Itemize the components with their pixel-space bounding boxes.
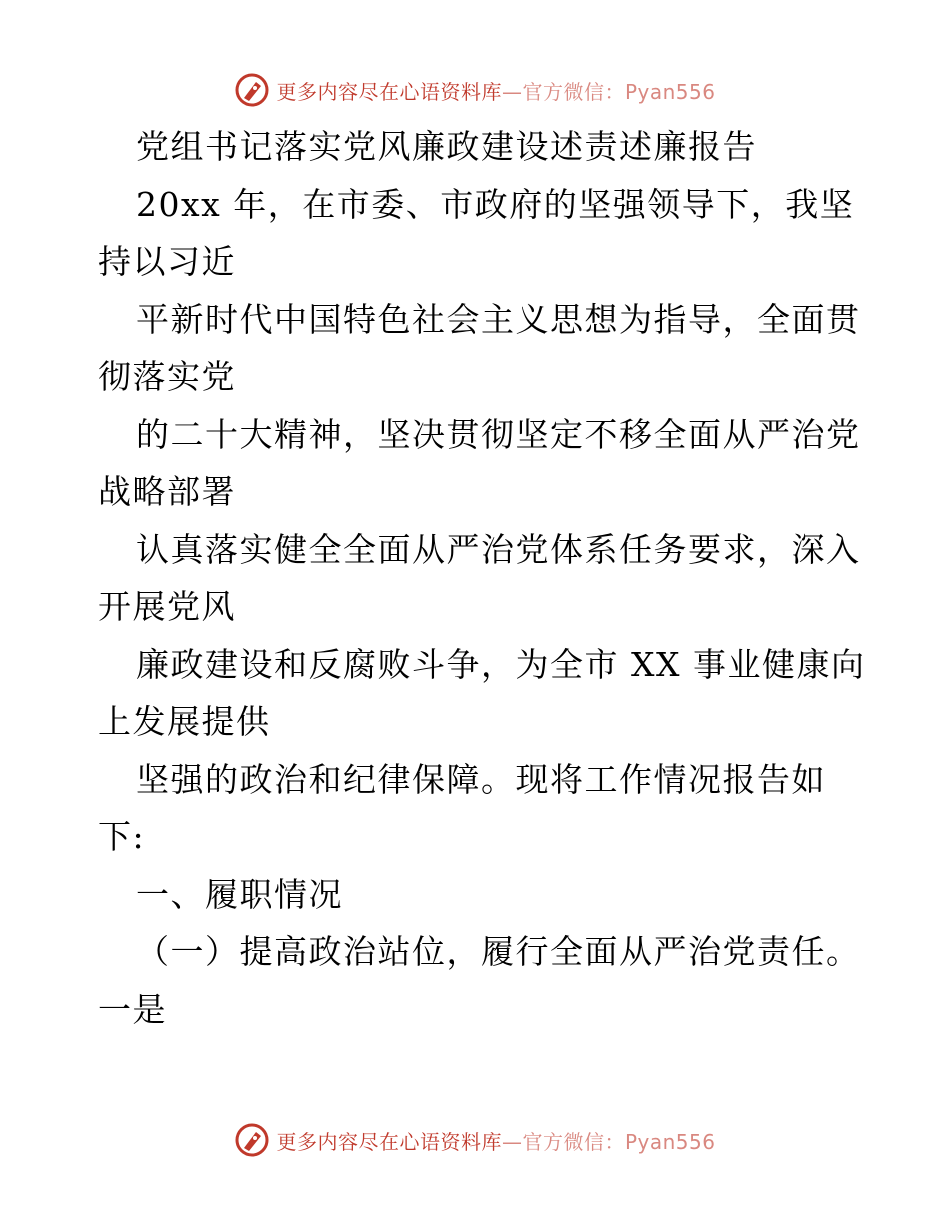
text-line: （一）提高政治站位，履行全面从严治党责任。 xyxy=(136,932,861,971)
watermark-text: 更多内容尽在心语资料库—官方微信：Pyan556 xyxy=(276,79,716,104)
footer-watermark xyxy=(0,1122,950,1158)
text-line: 认真落实健全全面从严治党体系任务要求，深入 xyxy=(136,529,861,569)
document-paragraphs xyxy=(98,176,866,1039)
text-line: 彻落实党 xyxy=(98,357,236,396)
header-watermark xyxy=(0,72,950,108)
document-body xyxy=(98,118,866,1038)
text-line: 上发展提供 xyxy=(98,702,271,741)
text-line: 开展党风 xyxy=(98,587,236,626)
watermark-text: 更多内容尽在心语资料库—官方微信：Pyan556 xyxy=(276,1129,716,1154)
text-line: 坚强的政治和纪律保障。现将工作情况报告如 xyxy=(136,759,826,799)
text-line: 平新时代中国特色社会主义思想为指导，全面贯 xyxy=(136,299,861,339)
text-line: 下: xyxy=(98,817,146,856)
text-line: 战略部署 xyxy=(98,472,236,511)
text-line: 一、履职情况 xyxy=(136,874,343,914)
pen-nib-logo-icon xyxy=(234,1122,270,1158)
text-line: 的二十大精神，坚决贯彻坚定不移全面从严治党 xyxy=(136,414,861,454)
pen-nib-logo-icon xyxy=(234,72,270,108)
text-line: 持以习近 xyxy=(98,242,236,281)
text-line: 20xx 年，在市委、市政府的坚强领导下，我坚 xyxy=(136,184,855,224)
document-title: 党组书记落实党风廉政建设述责述廉报告 xyxy=(136,127,757,166)
text-line: 廉政建设和反腐败斗争，为全市 XX 事业健康向 xyxy=(136,644,866,684)
text-line: 一是 xyxy=(98,989,167,1029)
